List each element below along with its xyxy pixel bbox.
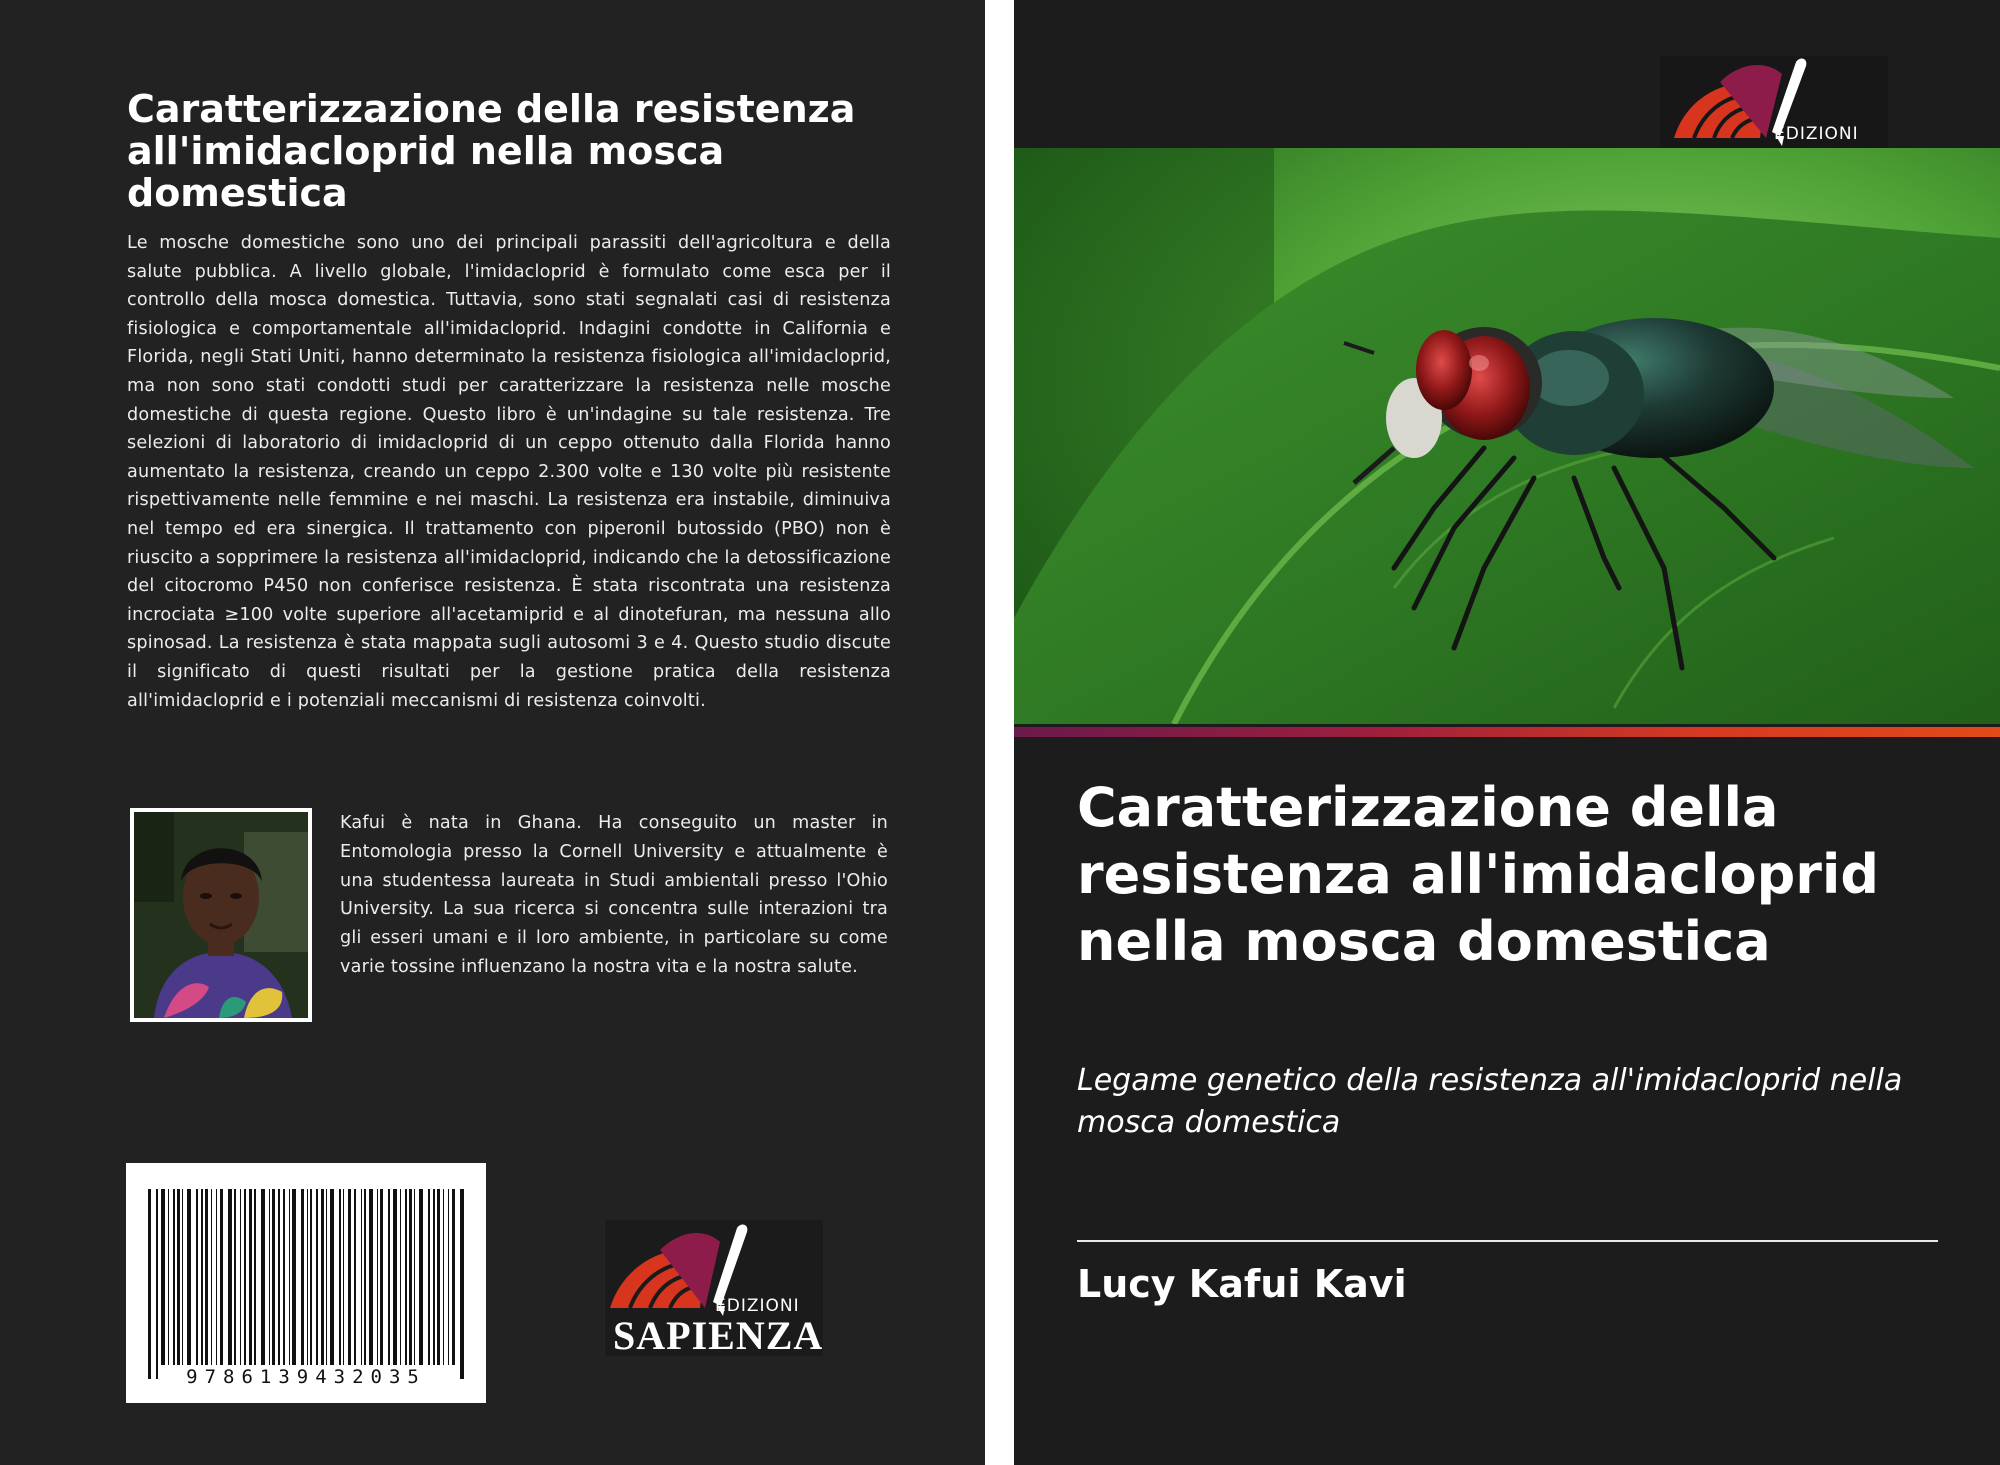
- logo-edizioni-text: EDIZIONI: [715, 1296, 800, 1316]
- back-cover: [0, 0, 985, 1465]
- barcode-bar: [405, 1189, 407, 1365]
- barcode-bar: [228, 1189, 232, 1365]
- barcode-bar: [177, 1189, 180, 1365]
- barcode-bar: [289, 1189, 290, 1365]
- barcode-bar: [409, 1189, 412, 1365]
- barcode-bar: [326, 1189, 327, 1365]
- barcode-bar: [316, 1189, 318, 1365]
- barcode-bar: [272, 1189, 275, 1365]
- barcode-bar: [182, 1189, 183, 1365]
- accent-bar: [1014, 727, 2000, 737]
- back-cover-abstract: Le mosche domestiche sono uno dei principali parassiti dell'agricoltura e della salute pubblica. A livello globale, l'imidacloprid è formulato come esca per il controllo della mosca domestica. Tuttavia, sono stati segnalati casi di resistenza fisiologica e comportamentale all'imidacloprid. Indagini condotte in California e Florida, negli Stati Uniti, hanno determinato la resistenza fisiologica all'imidacloprid, ma non sono stati condotti studi per caratterizzare la resistenza nelle mosche domestiche di questa regione. Questo libro è un'indagine su tale resistenza. Tre selezioni di laboratorio di imidacloprid di un ceppo ottenuto dalla Florida hanno aumentato la resistenza, creando un ceppo 2.300 volte e 130 volte più resistente rispettivamente nelle femmine e nei maschi. La resistenza era instabile, diminuiva nel tempo ed era sinergica. Il trattamento con piperonil butossido (PBO) non è riuscito a sopprimere la resistenza all'imidacloprid, indicando che la detossificazione del citocromo P450 non conferisce resistenza. È stata riscontrata una resistenza incrociata ≥100 volte superiore all'acetamiprid e al dinotefuran, ma nessuna allo spinosad. La resistenza è stata mappata sugli autosomi 3 e 4. Questo studio discute il significato di questi risultati per la gestione pratica della resistenza all'imidacloprid e i potenziali meccanismi di resistenza coinvolti.: [127, 233, 891, 711]
- barcode-bar: [437, 1189, 440, 1365]
- barcode-bar: [216, 1189, 217, 1365]
- barcode-bar: [354, 1189, 356, 1365]
- barcode-bar: [364, 1189, 366, 1365]
- barcode-bar: [443, 1189, 444, 1365]
- spine-gap: [985, 0, 1014, 1465]
- barcode-bar: [156, 1189, 158, 1379]
- front-cover-author: Lucy Kafui Kavi: [1077, 1262, 1407, 1306]
- barcode-bar: [240, 1189, 241, 1365]
- barcode-bar: [400, 1189, 401, 1365]
- logo-edizioni-text: EDIZIONI: [1774, 124, 1859, 144]
- barcode-bar: [307, 1189, 308, 1365]
- barcode-bar: [292, 1189, 296, 1365]
- barcode-bar: [377, 1189, 378, 1365]
- barcode-bar: [278, 1189, 280, 1365]
- barcode-bar: [321, 1189, 324, 1365]
- author-photo: [130, 808, 312, 1022]
- barcode-bar: [361, 1189, 362, 1365]
- front-cover-title: Caratterizzazione della resistenza all'imidacloprid nella mosca domestica: [1077, 776, 1880, 973]
- barcode-bar: [380, 1189, 383, 1365]
- barcode-bar: [428, 1189, 430, 1365]
- housefly-cover-photo: [1014, 148, 2000, 724]
- barcode-bar: [419, 1189, 423, 1365]
- barcode-bar: [211, 1189, 212, 1365]
- barcode-bar: [393, 1189, 397, 1365]
- back-cover-title: Caratterizzazione della resistenza all'imidacloprid nella mosca domestica: [127, 87, 856, 215]
- barcode-bar: [369, 1189, 373, 1365]
- divider: [1077, 1240, 1938, 1242]
- barcode-bar: [452, 1189, 455, 1365]
- author-portrait-image: [134, 812, 308, 1018]
- barcode-bar: [339, 1189, 341, 1365]
- barcode-bar: [205, 1189, 208, 1365]
- barcode-bar: [330, 1189, 334, 1365]
- barcode-bar: [244, 1189, 246, 1365]
- barcode-bar: [254, 1189, 256, 1365]
- barcode-bar: [433, 1189, 435, 1365]
- barcode-bar: [234, 1189, 236, 1365]
- barcode-bar: [187, 1189, 191, 1365]
- barcode-bar: [301, 1189, 304, 1365]
- isbn-digits: 9786139432035: [186, 1366, 426, 1388]
- barcode-bar: [460, 1189, 464, 1379]
- barcode-bar: [249, 1189, 252, 1365]
- barcode-bar: [283, 1189, 285, 1365]
- publisher-logo-back: [605, 1220, 823, 1356]
- barcode-bar: [414, 1189, 415, 1365]
- barcode-bar: [201, 1189, 203, 1365]
- barcode-bar: [168, 1189, 169, 1365]
- author-bio: Kafui è nata in Ghana. Ha conseguito un master in Entomologia presso la Cornell University e attualmente è una studentessa laureata in Studi ambientali presso l'Ohio University. La sua ricerca si concentra sulle interazioni tra gli esseri umani e il loro ambiente, in particolare su come varie tossine influenzano la nostra vita e la nostra salute.: [340, 813, 888, 977]
- barcode-bar: [269, 1189, 270, 1365]
- isbn-barcode: [126, 1163, 486, 1403]
- barcode-bar: [161, 1189, 165, 1365]
- housefly-on-leaf-image: [1014, 148, 2000, 724]
- barcode-bar: [448, 1189, 449, 1365]
- barcode-bar: [388, 1189, 390, 1365]
- barcode-bar: [173, 1189, 175, 1365]
- barcode-bar: [148, 1189, 151, 1379]
- front-cover-subtitle: Legame genetico della resistenza all'imidacloprid nella mosca domestica: [1077, 1063, 1903, 1140]
- barcode-bar: [343, 1189, 344, 1365]
- barcode-bar: [220, 1189, 223, 1365]
- barcode-bar: [261, 1189, 265, 1365]
- barcode-bar: [310, 1189, 312, 1365]
- logo-sapienza-text: SAPIENZA: [613, 1313, 824, 1358]
- barcode-bar: [348, 1189, 351, 1365]
- barcode-bar: [196, 1189, 198, 1365]
